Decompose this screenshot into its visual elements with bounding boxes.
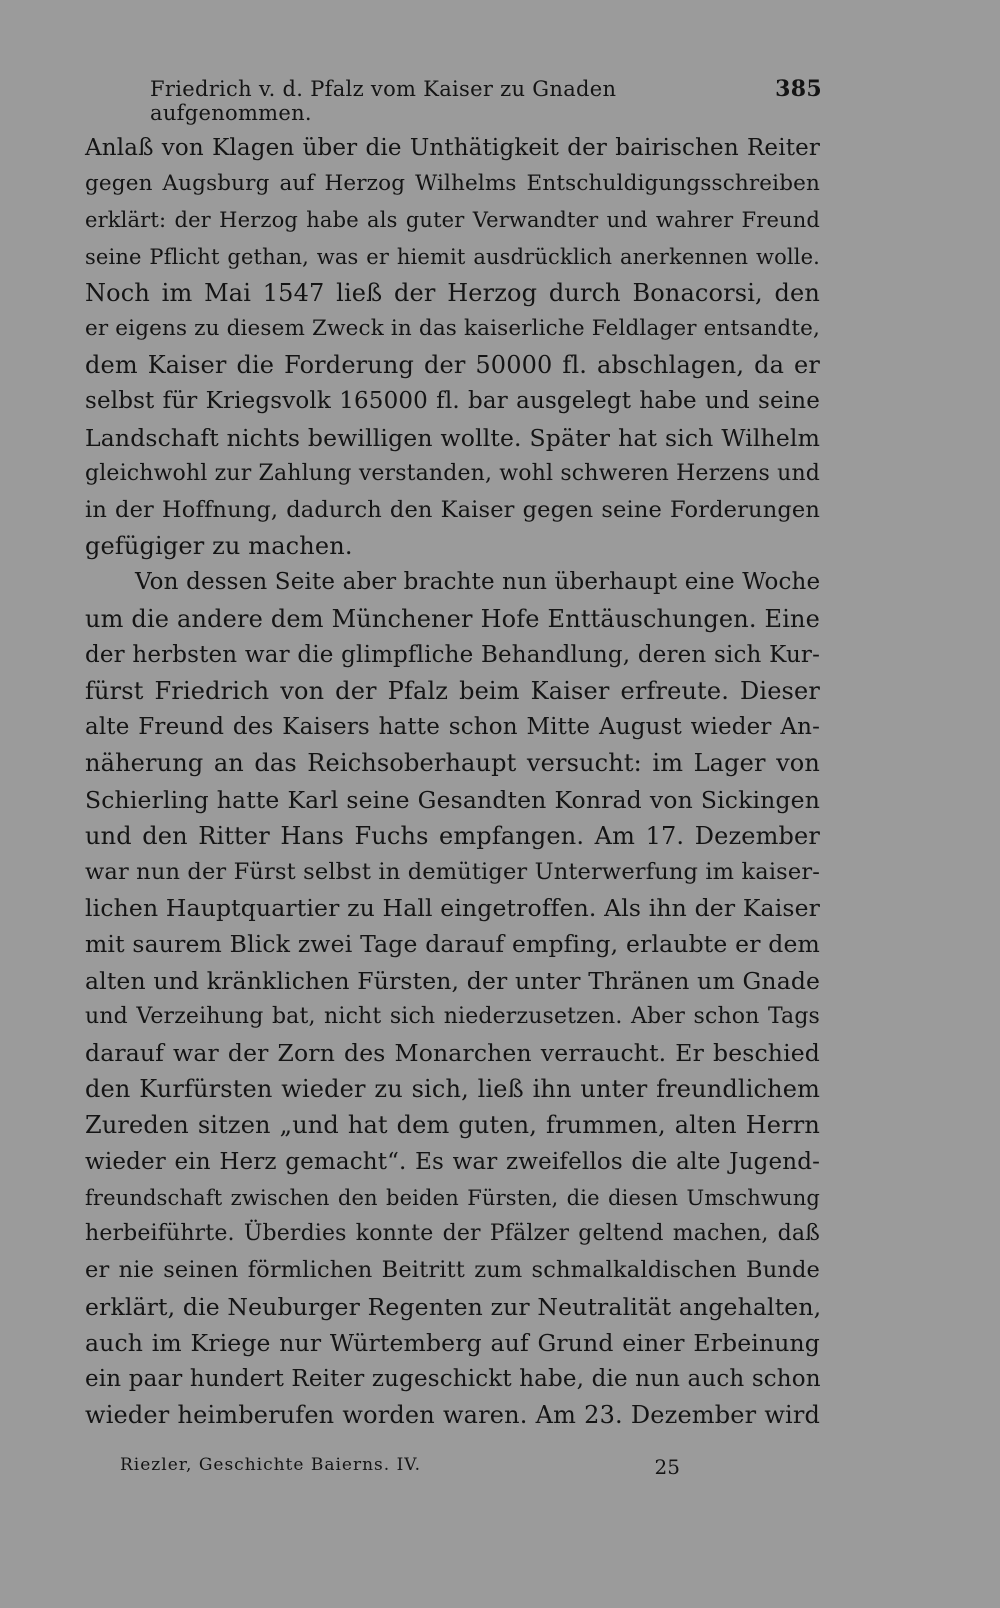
text-line: den Kurfürsten wieder zu sich, ließ ihn unter freundlichem	[85, 1075, 820, 1104]
text-line: Anlaß von Klagen über die Unthätigkeit der bairischen Reiter	[85, 135, 820, 161]
text-line: alten und kränklichen Fürsten, der unter Thränen um Gnade	[85, 966, 821, 995]
paragraph-start-line: Von dessen Seite aber brachte nun überhaupt eine Woche	[135, 569, 821, 596]
text-line: und den Ritter Hans Fuchs empfangen. Am 17. Dezember	[85, 821, 820, 850]
text-line: lichen Hauptquartier zu Hall eingetroffen. Als ihn der Kaiser	[85, 894, 821, 923]
text-line: um die andere dem Münchener Hofe Enttäuschungen. Eine	[85, 604, 820, 633]
text-line: gegen Augsburg auf Herzog Wilhelms Entschuldigungsschreiben	[85, 171, 820, 197]
running-title: Friedrich v. d. Pfalz vom Kaiser zu Gnaden aufgenommen.	[150, 77, 617, 125]
text-line: erklärt: der Herzog habe als guter Verwandter und wahrer Freund	[85, 208, 820, 233]
text-line: Landschaft nichts bewilligen wollte. Später hat sich Wilhelm	[85, 423, 820, 452]
text-line: wieder heimberufen worden waren. Am 23. Dezember wird	[85, 1401, 820, 1430]
text-line: er eigens zu diesem Zweck in das kaiserliche Feldlager entsandte,	[85, 316, 820, 342]
text-line: er nie seinen förmlichen Beitritt zum schmalkaldischen Bunde	[85, 1257, 820, 1284]
text-line: Schierling hatte Karl seine Gesandten Konrad von Sickingen	[85, 785, 820, 814]
text-line: auch im Kriege nur Würtemberg auf Grund einer Erbeinung	[85, 1328, 820, 1357]
text-line: Noch im Mai 1547 ließ der Herzog durch Bonacorsi, den	[85, 278, 820, 307]
text-line: war nun der Fürst selbst in demütiger Unterwerfung im kaiser-	[85, 859, 820, 886]
text-line: seine Pflicht gethan, was er hiemit ausdrücklich anerkennen wolle.	[85, 244, 820, 269]
text-line: alte Freund des Kaisers hatte schon Mitte August wieder An-	[85, 714, 820, 741]
text-line: ein paar hundert Reiter zugeschickt habe, die nun auch schon	[85, 1365, 821, 1392]
text-line: in der Hoffnung, dadurch den Kaiser gegen seine Forderungen	[85, 497, 820, 524]
sheet-number: 25	[654, 1455, 680, 1479]
text-line: der herbsten war die glimpfliche Behandlung, deren sich Kur-	[85, 641, 820, 668]
text-line: erklärt, die Neuburger Regenten zur Neutralität angehalten,	[85, 1292, 822, 1321]
running-header	[150, 76, 822, 125]
text-line: wieder ein Herz gemacht“. Es war zweifellos die alte Jugend-	[85, 1148, 820, 1175]
text-line: näherung an das Reichsoberhaupt versucht: im Lager von	[85, 749, 820, 778]
page-number: 385	[775, 76, 822, 102]
text-line: herbeiführte. Überdies konnte der Pfälzer geltend machen, daß	[85, 1221, 820, 1247]
text-line: fürst Friedrich von der Pfalz beim Kaiser erfreute. Dieser	[85, 677, 820, 706]
paragraph-end-line: gefügiger zu machen.	[85, 532, 353, 561]
text-line: darauf war der Zorn des Monarchen verraucht. Er beschied	[85, 1039, 820, 1068]
text-line: freundschaft zwischen den beiden Fürsten, die diesen Umschwung	[85, 1185, 820, 1210]
sheet-signature-footer	[120, 1455, 680, 1479]
text-line: gleichwohl zur Zahlung verstanden, wohl schweren Herzens und	[85, 460, 820, 486]
text-line: dem Kaiser die Forderung der 50000 fl. abschlagen, da er	[85, 351, 820, 380]
text-line: mit saurem Blick zwei Tage darauf empfing, erlaubte er dem	[85, 930, 820, 959]
text-line: und Verzeihung bat, nicht sich niederzusetzen. Aber schon Tags	[85, 1003, 820, 1029]
body-text	[85, 130, 820, 1433]
book-signature: Riezler, Geschichte Baierns. IV.	[120, 1455, 422, 1475]
text-line: selbst für Kriegsvolk 165000 fl. bar ausgelegt habe und seine	[85, 388, 820, 415]
text-line: Zureden sitzen „und hat dem guten, frummen, alten Herrn	[85, 1111, 820, 1140]
